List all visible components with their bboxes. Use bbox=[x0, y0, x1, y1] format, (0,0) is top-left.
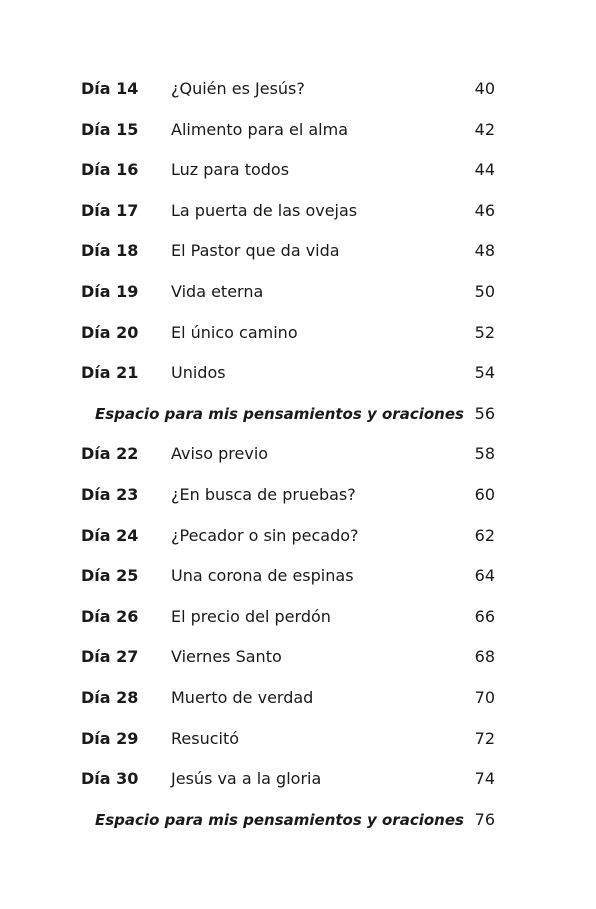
chapter-title: ¿En busca de pruebas? bbox=[171, 484, 356, 504]
page-number: 68 bbox=[474, 647, 495, 667]
toc-row-day-25 bbox=[0, 556, 596, 597]
chapter-title: Alimento para el alma bbox=[171, 119, 348, 139]
page-number: 46 bbox=[474, 200, 495, 220]
page-number: 74 bbox=[474, 769, 495, 789]
page-number: 48 bbox=[474, 241, 495, 261]
page-number: 56 bbox=[474, 403, 495, 423]
page-number: 70 bbox=[474, 687, 495, 707]
day-label: Día 27 bbox=[81, 647, 139, 667]
chapter-title: Luz para todos bbox=[171, 160, 290, 180]
chapter-title: El Pastor que da vida bbox=[171, 241, 340, 261]
page-number: 42 bbox=[474, 119, 495, 139]
day-label: Día 17 bbox=[81, 200, 139, 220]
chapter-title: Viernes Santo bbox=[171, 647, 282, 667]
day-label: Día 29 bbox=[81, 728, 139, 748]
chapter-title: ¿Pecador o sin pecado? bbox=[171, 525, 359, 545]
toc-row-day-24 bbox=[0, 516, 596, 557]
page-number: 64 bbox=[474, 566, 495, 586]
page-number: 62 bbox=[474, 525, 495, 545]
toc-row-day-19 bbox=[0, 272, 596, 313]
day-label: Día 30 bbox=[81, 769, 139, 789]
day-label: Día 19 bbox=[81, 281, 139, 301]
page-number: 54 bbox=[474, 363, 495, 383]
toc-row-day-14 bbox=[0, 69, 596, 110]
toc-row-day-15 bbox=[0, 110, 596, 151]
page-number: 52 bbox=[474, 322, 495, 342]
chapter-title: Resucitó bbox=[171, 728, 240, 748]
section-title: Espacio para mis pensamientos y oraciones bbox=[95, 810, 464, 829]
toc-row-day-26 bbox=[0, 597, 596, 638]
day-label: Día 23 bbox=[81, 484, 139, 504]
chapter-title: Muerto de verdad bbox=[171, 687, 314, 707]
chapter-title: Vida eterna bbox=[171, 281, 264, 301]
day-label: Día 14 bbox=[81, 79, 139, 98]
chapter-title: Aviso previo bbox=[171, 444, 269, 464]
day-label: Día 22 bbox=[81, 444, 139, 464]
day-label: Día 26 bbox=[81, 606, 139, 626]
toc-row-day-18 bbox=[0, 231, 596, 272]
day-label: Día 21 bbox=[81, 363, 139, 383]
day-label: Día 18 bbox=[81, 241, 139, 261]
toc-row-day-28 bbox=[0, 678, 596, 719]
toc-row-day-29 bbox=[0, 719, 596, 760]
toc-row-day-30 bbox=[0, 759, 596, 800]
toc-row-reflection-space bbox=[0, 800, 596, 841]
table-of-contents bbox=[0, 69, 596, 840]
toc-row-day-21 bbox=[0, 353, 596, 394]
chapter-title: Unidos bbox=[171, 363, 226, 383]
toc-row-day-16 bbox=[0, 150, 596, 191]
chapter-title: El único camino bbox=[171, 322, 298, 342]
toc-row-day-27 bbox=[0, 637, 596, 678]
chapter-title: Jesús va a la gloria bbox=[171, 769, 322, 789]
chapter-title: ¿Quién es Jesús? bbox=[171, 79, 305, 98]
day-label: Día 25 bbox=[81, 566, 139, 586]
day-label: Día 24 bbox=[81, 525, 139, 545]
day-label: Día 28 bbox=[81, 687, 139, 707]
chapter-title: La puerta de las ovejas bbox=[171, 200, 358, 220]
section-title: Espacio para mis pensamientos y oraciones bbox=[95, 404, 464, 423]
toc-row-day-17 bbox=[0, 191, 596, 232]
page-number: 60 bbox=[474, 484, 495, 504]
toc-row-reflection-space bbox=[0, 394, 596, 435]
day-label: Día 15 bbox=[81, 119, 139, 139]
page-number: 72 bbox=[474, 728, 495, 748]
day-label: Día 20 bbox=[81, 322, 139, 342]
toc-row-day-22 bbox=[0, 434, 596, 475]
page-number: 44 bbox=[474, 160, 495, 180]
page-number: 66 bbox=[474, 606, 495, 626]
toc-row-day-23 bbox=[0, 475, 596, 516]
chapter-title: Una corona de espinas bbox=[171, 566, 354, 586]
day-label: Día 16 bbox=[81, 160, 139, 180]
toc-row-day-20 bbox=[0, 313, 596, 354]
chapter-title: El precio del perdón bbox=[171, 606, 331, 626]
page-number: 76 bbox=[474, 809, 495, 829]
page-number: 50 bbox=[474, 281, 495, 301]
page-number: 40 bbox=[474, 79, 495, 98]
page-number: 58 bbox=[474, 444, 495, 464]
